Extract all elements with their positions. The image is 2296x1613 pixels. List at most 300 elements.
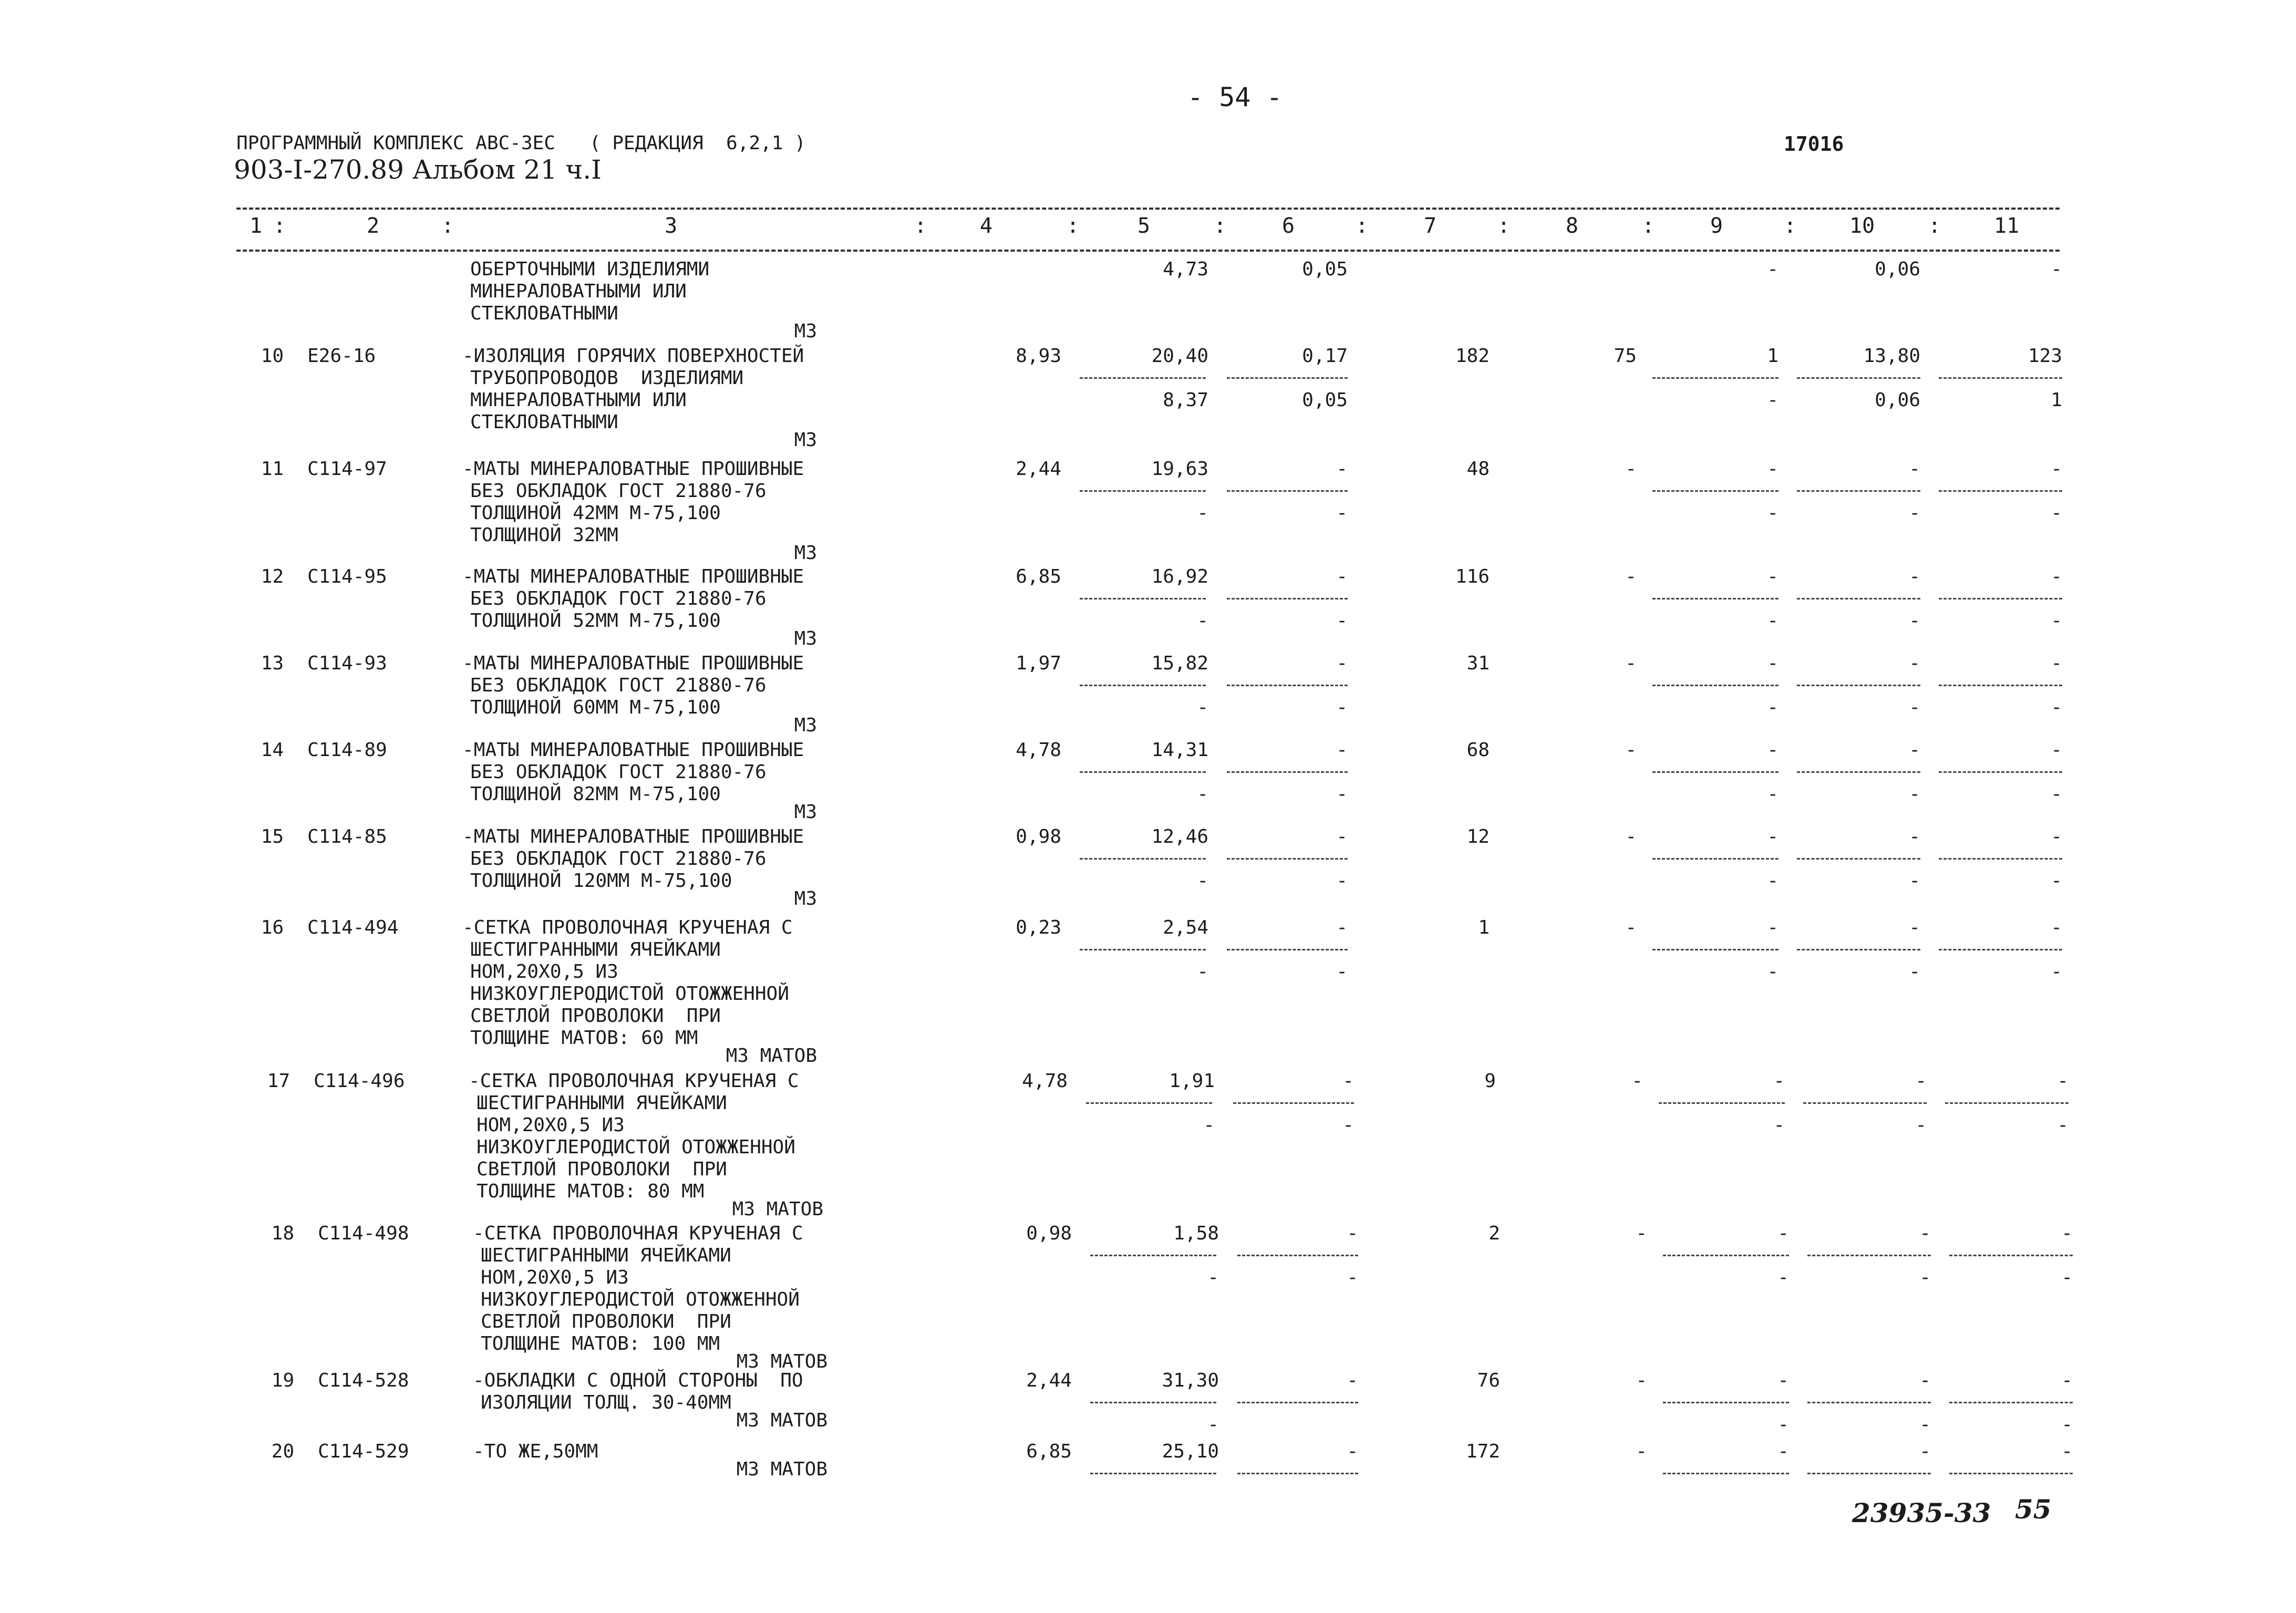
column-9-value: 1 [1767,345,1778,367]
work-description-line: ТОЛЩИНЕ МАТОВ: 60 ММ [470,1027,698,1049]
page-number: - 54 - [1187,82,1283,112]
value-underline [1807,1402,1931,1403]
unit-of-measure: М3 [794,320,817,342]
unit-of-measure: М3 [794,628,817,649]
unit-of-measure: М3 МАТОВ [736,1459,828,1480]
work-description-line: ТОЛЩИНОЙ 82ММ М-75,100 [470,783,721,805]
column-11-value: - [2051,458,2062,480]
column-5-second-value: - [1197,870,1208,892]
column-6-second-value: - [1347,1267,1358,1288]
column-9-value: - [1777,1370,1789,1391]
column-11-second-value: - [2051,502,2062,524]
work-description-line: НОМ,20Х0,5 ИЗ [470,961,618,983]
column-10-value: - [1919,1441,1931,1462]
work-description-line: ШЕСТИГРАННЫМИ ЯЧЕЙКАМИ [481,1245,731,1266]
column-4-value: 6,85 [1016,566,1061,587]
column-7-value: 172 [1465,1441,1500,1462]
value-underline [1803,1102,1927,1104]
column-11-second-value: - [2051,783,2062,805]
column-11-second-value: - [2051,961,2062,983]
value-underline [1227,949,1348,950]
column-number: 10 [1849,214,1875,238]
column-separator: : [1642,214,1655,238]
column-5-value: 25,10 [1162,1441,1219,1462]
column-number: 4 [980,214,993,238]
value-underline [1233,1102,1354,1104]
column-6-value: - [1336,458,1348,480]
column-11-value: - [2051,826,2062,847]
column-10-second-value: - [1909,697,1920,718]
column-4-value: 4,78 [1016,739,1061,761]
work-description-line: ИЗОЛЯЦИИ ТОЛЩ. 30-40ММ [481,1392,731,1413]
column-9-second-value: - [1767,502,1778,524]
column-5-value: 1,91 [1169,1070,1215,1092]
work-description-line: ТОЛЩИНОЙ 120ММ М-75,100 [470,870,732,892]
column-11-value: - [2051,566,2062,587]
unit-of-measure: М3 [794,542,817,564]
footer-page-number: 55 [2015,1494,2052,1525]
column-11-second-value: - [2061,1267,2073,1288]
column-7-value: 31 [1466,653,1490,674]
row-number: 12 [261,566,284,587]
value-underline [1227,858,1348,860]
column-9-second-value: - [1773,1114,1785,1136]
work-description-line: ТОЛЩИНОЙ 60ММ М-75,100 [470,697,721,718]
column-number: 2 [367,214,380,238]
column-5-value: 20,40 [1151,345,1208,367]
column-9-value: - [1767,739,1778,761]
value-underline [1080,858,1206,860]
unit-of-measure: М3 [794,715,817,736]
value-underline [1797,490,1920,492]
column-6-value: - [1347,1441,1358,1462]
column-10-value: - [1909,653,1920,674]
table-top-rule [236,208,2060,210]
estimate-code: С114-529 [318,1441,409,1462]
column-9-second-value: - [1767,697,1778,718]
column-4-value: 2,44 [1016,458,1061,480]
column-9-value: - [1767,458,1778,480]
unit-of-measure: М3 [794,429,817,451]
column-number: 8 [1566,214,1579,238]
column-5-value: 1,58 [1173,1223,1219,1244]
value-underline [1663,1255,1789,1256]
column-6-value: - [1336,566,1348,587]
column-10-second-value: - [1909,870,1920,892]
work-description-line: БЕЗ ОБКЛАДОК ГОСТ 21880-76 [470,675,767,696]
column-5-second-value: - [1197,961,1208,983]
column-5-second-value: - [1207,1414,1219,1435]
unit-of-measure: М3 МАТОВ [736,1410,828,1431]
value-underline [1797,685,1920,686]
column-10-value: - [1909,566,1920,587]
value-underline [1949,1255,2073,1256]
column-10-value: - [1909,458,1920,480]
column-9-value: - [1777,1223,1789,1244]
column-9-second-value: - [1767,783,1778,805]
work-description-line: МИНЕРАЛОВАТНЫМИ ИЛИ [470,389,687,411]
project-reference: 903-I-270.89 Альбом 21 ч.I [234,154,602,185]
column-10-second-value: - [1909,961,1920,983]
work-description-line: БЕЗ ОБКЛАДОК ГОСТ 21880-76 [470,480,767,502]
column-8-value: - [1636,1441,1647,1462]
work-description-line: НИЗКОУГЛЕРОДИСТОЙ ОТОЖЖЕННОЙ [477,1136,795,1158]
column-11-value: 123 [2028,345,2062,367]
unit-of-measure: М3 МАТОВ [736,1351,828,1372]
work-description-line: НИЗКОУГЛЕРОДИСТОЙ ОТОЖЖЕННОЙ [481,1289,800,1310]
column-11-second-value: - [2057,1114,2069,1136]
value-underline [1797,949,1920,950]
work-description-line: СВЕТЛОЙ ПРОВОЛОКИ ПРИ [470,1005,721,1027]
estimate-code: С114-93 [307,653,387,674]
value-underline [1090,1255,1216,1256]
value-underline [1237,1473,1358,1474]
value-underline [1939,771,2062,773]
estimate-code: С114-97 [307,458,387,480]
work-description-line: ШЕСТИГРАННЫМИ ЯЧЕЙКАМИ [477,1092,727,1114]
value-underline [1080,685,1206,686]
value-underline [1080,598,1206,599]
column-5-value: 16,92 [1151,566,1208,587]
column-6-second-value: 0,05 [1302,389,1348,411]
column-10-second-value: - [1909,783,1920,805]
value-underline [1090,1473,1216,1474]
column-number: 3 [665,214,678,238]
estimate-code: С114-85 [307,826,387,847]
value-underline [1949,1473,2073,1474]
column-6-second-value: - [1336,870,1348,892]
value-underline [1227,771,1348,773]
value-underline [1939,598,2062,599]
estimate-code: С114-496 [314,1070,405,1092]
work-description-line: ТОЛЩИНЕ МАТОВ: 80 ММ [477,1181,705,1202]
column-6-value: 0,05 [1302,259,1348,280]
value-underline [1663,1473,1789,1474]
column-8-value: - [1636,1223,1647,1244]
column-6-value: - [1336,826,1348,847]
column-6-value: - [1336,917,1348,938]
value-underline [1939,858,2062,860]
work-description-line: НИЗКОУГЛЕРОДИСТОЙ ОТОЖЖЕННОЙ [470,983,789,1005]
column-5-second-value: - [1203,1114,1215,1136]
row-number: 16 [261,917,284,938]
column-8-value: 75 [1614,345,1637,367]
column-9-second-value: - [1777,1414,1789,1435]
work-description-line: -МАТЫ МИНЕРАЛОВАТНЫЕ ПРОШИВНЫЕ [462,653,804,674]
column-6-value: - [1342,1070,1354,1092]
value-underline [1227,490,1348,492]
work-description-line: СВЕТЛОЙ ПРОВОЛОКИ ПРИ [481,1311,731,1332]
row-number: 20 [271,1441,294,1462]
column-9-second-value: - [1767,610,1778,632]
work-description-line: -СЕТКА ПРОВОЛОЧНАЯ КРУЧЕНАЯ С [473,1223,803,1244]
column-7-value: 76 [1477,1370,1500,1391]
work-description-line: СТЕКЛОВАТНЫМИ [470,411,618,433]
column-8-value: - [1625,739,1637,761]
column-6-value: - [1336,653,1348,674]
column-separator: : [273,214,286,238]
estimate-code: С114-89 [307,739,387,761]
row-number: 11 [261,458,284,480]
column-4-value: 2,44 [1026,1370,1072,1391]
work-description-line: ШЕСТИГРАННЫМИ ЯЧЕЙКАМИ [470,939,721,960]
column-number: 9 [1710,214,1723,238]
column-separator: : [1928,214,1941,238]
column-5-second-value: - [1197,697,1208,718]
value-underline [1939,490,2062,492]
value-underline [1080,949,1206,950]
column-6-second-value: - [1336,961,1348,983]
column-7-value: 12 [1466,826,1490,847]
work-description-line: -СЕТКА ПРОВОЛОЧНАЯ КРУЧЕНАЯ С [469,1070,799,1092]
column-separator: : [1497,214,1511,238]
column-7-value: 48 [1466,458,1490,480]
value-underline [1939,949,2062,950]
footer-register-number: 23935-33 [1852,1497,1991,1528]
column-5-value: 12,46 [1151,826,1208,847]
value-underline [1227,685,1348,686]
column-11-value: - [2061,1370,2073,1391]
column-8-value: - [1625,566,1637,587]
column-number: 6 [1282,214,1295,238]
work-description-line: СВЕТЛОЙ ПРОВОЛОКИ ПРИ [477,1159,727,1180]
value-underline [1945,1102,2069,1104]
column-10-second-value: - [1909,610,1920,632]
work-description-line: БЕЗ ОБКЛАДОК ГОСТ 21880-76 [470,761,767,783]
column-11-second-value: - [2051,697,2062,718]
work-description-line: -ОБКЛАДКИ С ОДНОЙ СТОРОНЫ ПО [473,1370,803,1391]
column-11-value: - [2051,653,2062,674]
estimate-code: С114-95 [307,566,387,587]
value-underline [1797,377,1920,379]
column-10-second-value: 0,06 [1875,389,1920,411]
column-5-value: 4,73 [1163,259,1208,280]
column-4-value: 6,85 [1026,1441,1072,1462]
column-6-value: - [1347,1223,1358,1244]
column-11-second-value: - [2051,870,2062,892]
column-9-value: - [1767,917,1778,938]
work-description-line: МИНЕРАЛОВАТНЫМИ ИЛИ [470,281,687,302]
row-number: 15 [261,826,284,847]
value-underline [1797,598,1920,599]
row-number: 13 [261,653,284,674]
value-underline [1237,1402,1358,1403]
work-description-line: -МАТЫ МИНЕРАЛОВАТНЫЕ ПРОШИВНЫЕ [462,458,804,480]
column-separator: : [1067,214,1080,238]
column-8-value: - [1625,917,1637,938]
column-5-second-value: - [1197,783,1208,805]
column-9-second-value: - [1767,870,1778,892]
unit-of-measure: М3 МАТОВ [726,1045,817,1067]
value-underline [1652,949,1778,950]
column-10-value: - [1915,1070,1927,1092]
column-8-value: - [1636,1370,1647,1391]
column-7-value: 1 [1478,917,1490,938]
unit-of-measure: М3 МАТОВ [732,1198,823,1220]
column-9-value: - [1767,653,1778,674]
column-10-second-value: - [1915,1114,1927,1136]
work-description-line: ТОЛЩИНЕ МАТОВ: 100 ММ [481,1333,720,1354]
column-9-value: - [1773,1070,1785,1092]
column-number: 1 [250,214,263,238]
column-9-value: - [1767,566,1778,587]
unit-of-measure: М3 [794,888,817,909]
column-10-value: - [1919,1370,1931,1391]
value-underline [1090,1402,1216,1403]
value-underline [1652,771,1778,773]
column-10-value: - [1909,917,1920,938]
column-4-value: 0,23 [1016,917,1061,938]
column-11-value: - [2061,1223,2073,1244]
value-underline [1080,771,1206,773]
column-11-value: - [2051,259,2062,280]
value-underline [1939,377,2062,379]
value-underline [1652,598,1778,599]
column-11-second-value: - [2051,610,2062,632]
column-number: 7 [1424,214,1437,238]
value-underline [1227,377,1348,379]
work-description-line: -ИЗОЛЯЦИЯ ГОРЯЧИХ ПОВЕРХНОСТЕЙ [462,345,804,367]
column-11-second-value: 1 [2051,389,2062,411]
column-5-value: 31,30 [1162,1370,1219,1391]
table-header-rule [236,250,2060,252]
column-separator: : [1356,214,1369,238]
column-10-value: - [1919,1223,1931,1244]
column-6-second-value: - [1336,697,1348,718]
work-description-line: -МАТЫ МИНЕРАЛОВАТНЫЕ ПРОШИВНЫЕ [462,739,804,761]
column-7-value: 116 [1455,566,1490,587]
column-10-value: 13,80 [1863,345,1920,367]
document-code: 17016 [1784,132,1844,156]
column-10-value: 0,06 [1875,259,1920,280]
column-6-second-value: - [1342,1114,1354,1136]
column-9-value: - [1777,1441,1789,1462]
column-10-value: - [1909,739,1920,761]
work-description-line: ОБЕРТОЧНЫМИ ИЗДЕЛИЯМИ [470,259,710,280]
work-description-line: ТОЛЩИНОЙ 32ММ [470,524,618,546]
column-10-second-value: - [1919,1267,1931,1288]
estimate-code: С114-494 [307,917,399,938]
value-underline [1807,1473,1931,1474]
column-6-second-value: - [1336,610,1348,632]
value-underline [1807,1255,1931,1256]
column-9-value: - [1767,259,1778,280]
work-description-line: НОМ,20Х0,5 ИЗ [477,1114,625,1136]
column-5-second-value: - [1197,610,1208,632]
column-8-value: - [1625,458,1637,480]
column-11-value: - [2057,1070,2069,1092]
work-description-line: -МАТЫ МИНЕРАЛОВАТНЫЕ ПРОШИВНЫЕ [462,566,804,587]
value-underline [1086,1102,1212,1104]
work-description-line: -МАТЫ МИНЕРАЛОВАТНЫЕ ПРОШИВНЫЕ [462,826,804,847]
column-6-value: - [1336,739,1348,761]
column-9-second-value: - [1767,961,1778,983]
column-9-second-value: - [1777,1267,1789,1288]
column-11-value: - [2051,739,2062,761]
column-4-value: 1,97 [1016,653,1061,674]
unit-of-measure: М3 [794,801,817,823]
row-number: 18 [271,1223,294,1244]
column-10-second-value: - [1919,1414,1931,1435]
value-underline [1797,771,1920,773]
value-underline [1227,598,1348,599]
row-number: 17 [267,1070,290,1092]
column-separator: : [914,214,927,238]
column-4-value: 0,98 [1016,826,1061,847]
column-8-value: - [1631,1070,1643,1092]
work-description-line: -ТО ЖЕ,50ММ [473,1441,598,1462]
column-5-second-value: 8,37 [1163,389,1208,411]
row-number: 19 [271,1370,294,1391]
column-separator: : [441,214,454,238]
column-9-second-value: - [1767,389,1778,411]
column-7-value: 68 [1466,739,1490,761]
column-5-second-value: - [1197,502,1208,524]
work-description-line: ТОЛЩИНОЙ 42ММ М-75,100 [470,502,721,524]
column-9-value: - [1767,826,1778,847]
work-description-line: БЕЗ ОБКЛАДОК ГОСТ 21880-76 [470,588,767,609]
value-underline [1652,858,1778,860]
column-11-second-value: - [2061,1414,2073,1435]
estimate-code: С114-528 [318,1370,409,1391]
work-description-line: СТЕКЛОВАТНЫМИ [470,303,618,324]
value-underline [1663,1402,1789,1403]
column-5-second-value: - [1207,1267,1219,1288]
column-6-second-value: - [1336,783,1348,805]
column-10-second-value: - [1909,502,1920,524]
value-underline [1652,490,1778,492]
work-description-line: ТОЛЩИНОЙ 52ММ М-75,100 [470,610,721,632]
column-6-value: 0,17 [1302,345,1348,367]
work-description-line: -СЕТКА ПРОВОЛОЧНАЯ КРУЧЕНАЯ С [462,917,793,938]
column-7-value: 2 [1488,1223,1500,1244]
value-underline [1080,490,1206,492]
row-number: 10 [261,345,284,367]
column-5-value: 2,54 [1163,917,1208,938]
program-title: ПРОГРАММНЫЙ КОМПЛЕКС АВС-3ЕС ( РЕДАКЦИЯ 6,2,1 ) [236,132,806,154]
value-underline [1652,685,1778,686]
column-10-value: - [1909,826,1920,847]
work-description-line: ТРУБОПРОВОДОВ ИЗДЕЛИЯМИ [470,367,744,389]
column-8-value: - [1625,826,1637,847]
value-underline [1939,685,2062,686]
column-7-value: 182 [1455,345,1490,367]
value-underline [1797,858,1920,860]
column-5-value: 15,82 [1151,653,1208,674]
column-8-value: - [1625,653,1637,674]
column-11-value: - [2051,917,2062,938]
column-4-value: 0,98 [1026,1223,1072,1244]
value-underline [1080,377,1206,379]
column-6-second-value: - [1336,502,1348,524]
column-5-value: 19,63 [1151,458,1208,480]
work-description-line: БЕЗ ОБКЛАДОК ГОСТ 21880-76 [470,848,767,870]
value-underline [1652,377,1778,379]
row-number: 14 [261,739,284,761]
column-4-value: 4,78 [1022,1070,1068,1092]
work-description-line: НОМ,20Х0,5 ИЗ [481,1267,629,1288]
column-number: 11 [1994,214,2020,238]
value-underline [1237,1255,1358,1256]
estimate-code: Е26-16 [307,345,376,367]
column-separator: : [1784,214,1797,238]
column-7-value: 9 [1484,1070,1496,1092]
column-separator: : [1214,214,1227,238]
column-4-value: 8,93 [1016,345,1061,367]
column-number: 5 [1137,214,1151,238]
estimate-code: С114-498 [318,1223,409,1244]
column-5-value: 14,31 [1151,739,1208,761]
